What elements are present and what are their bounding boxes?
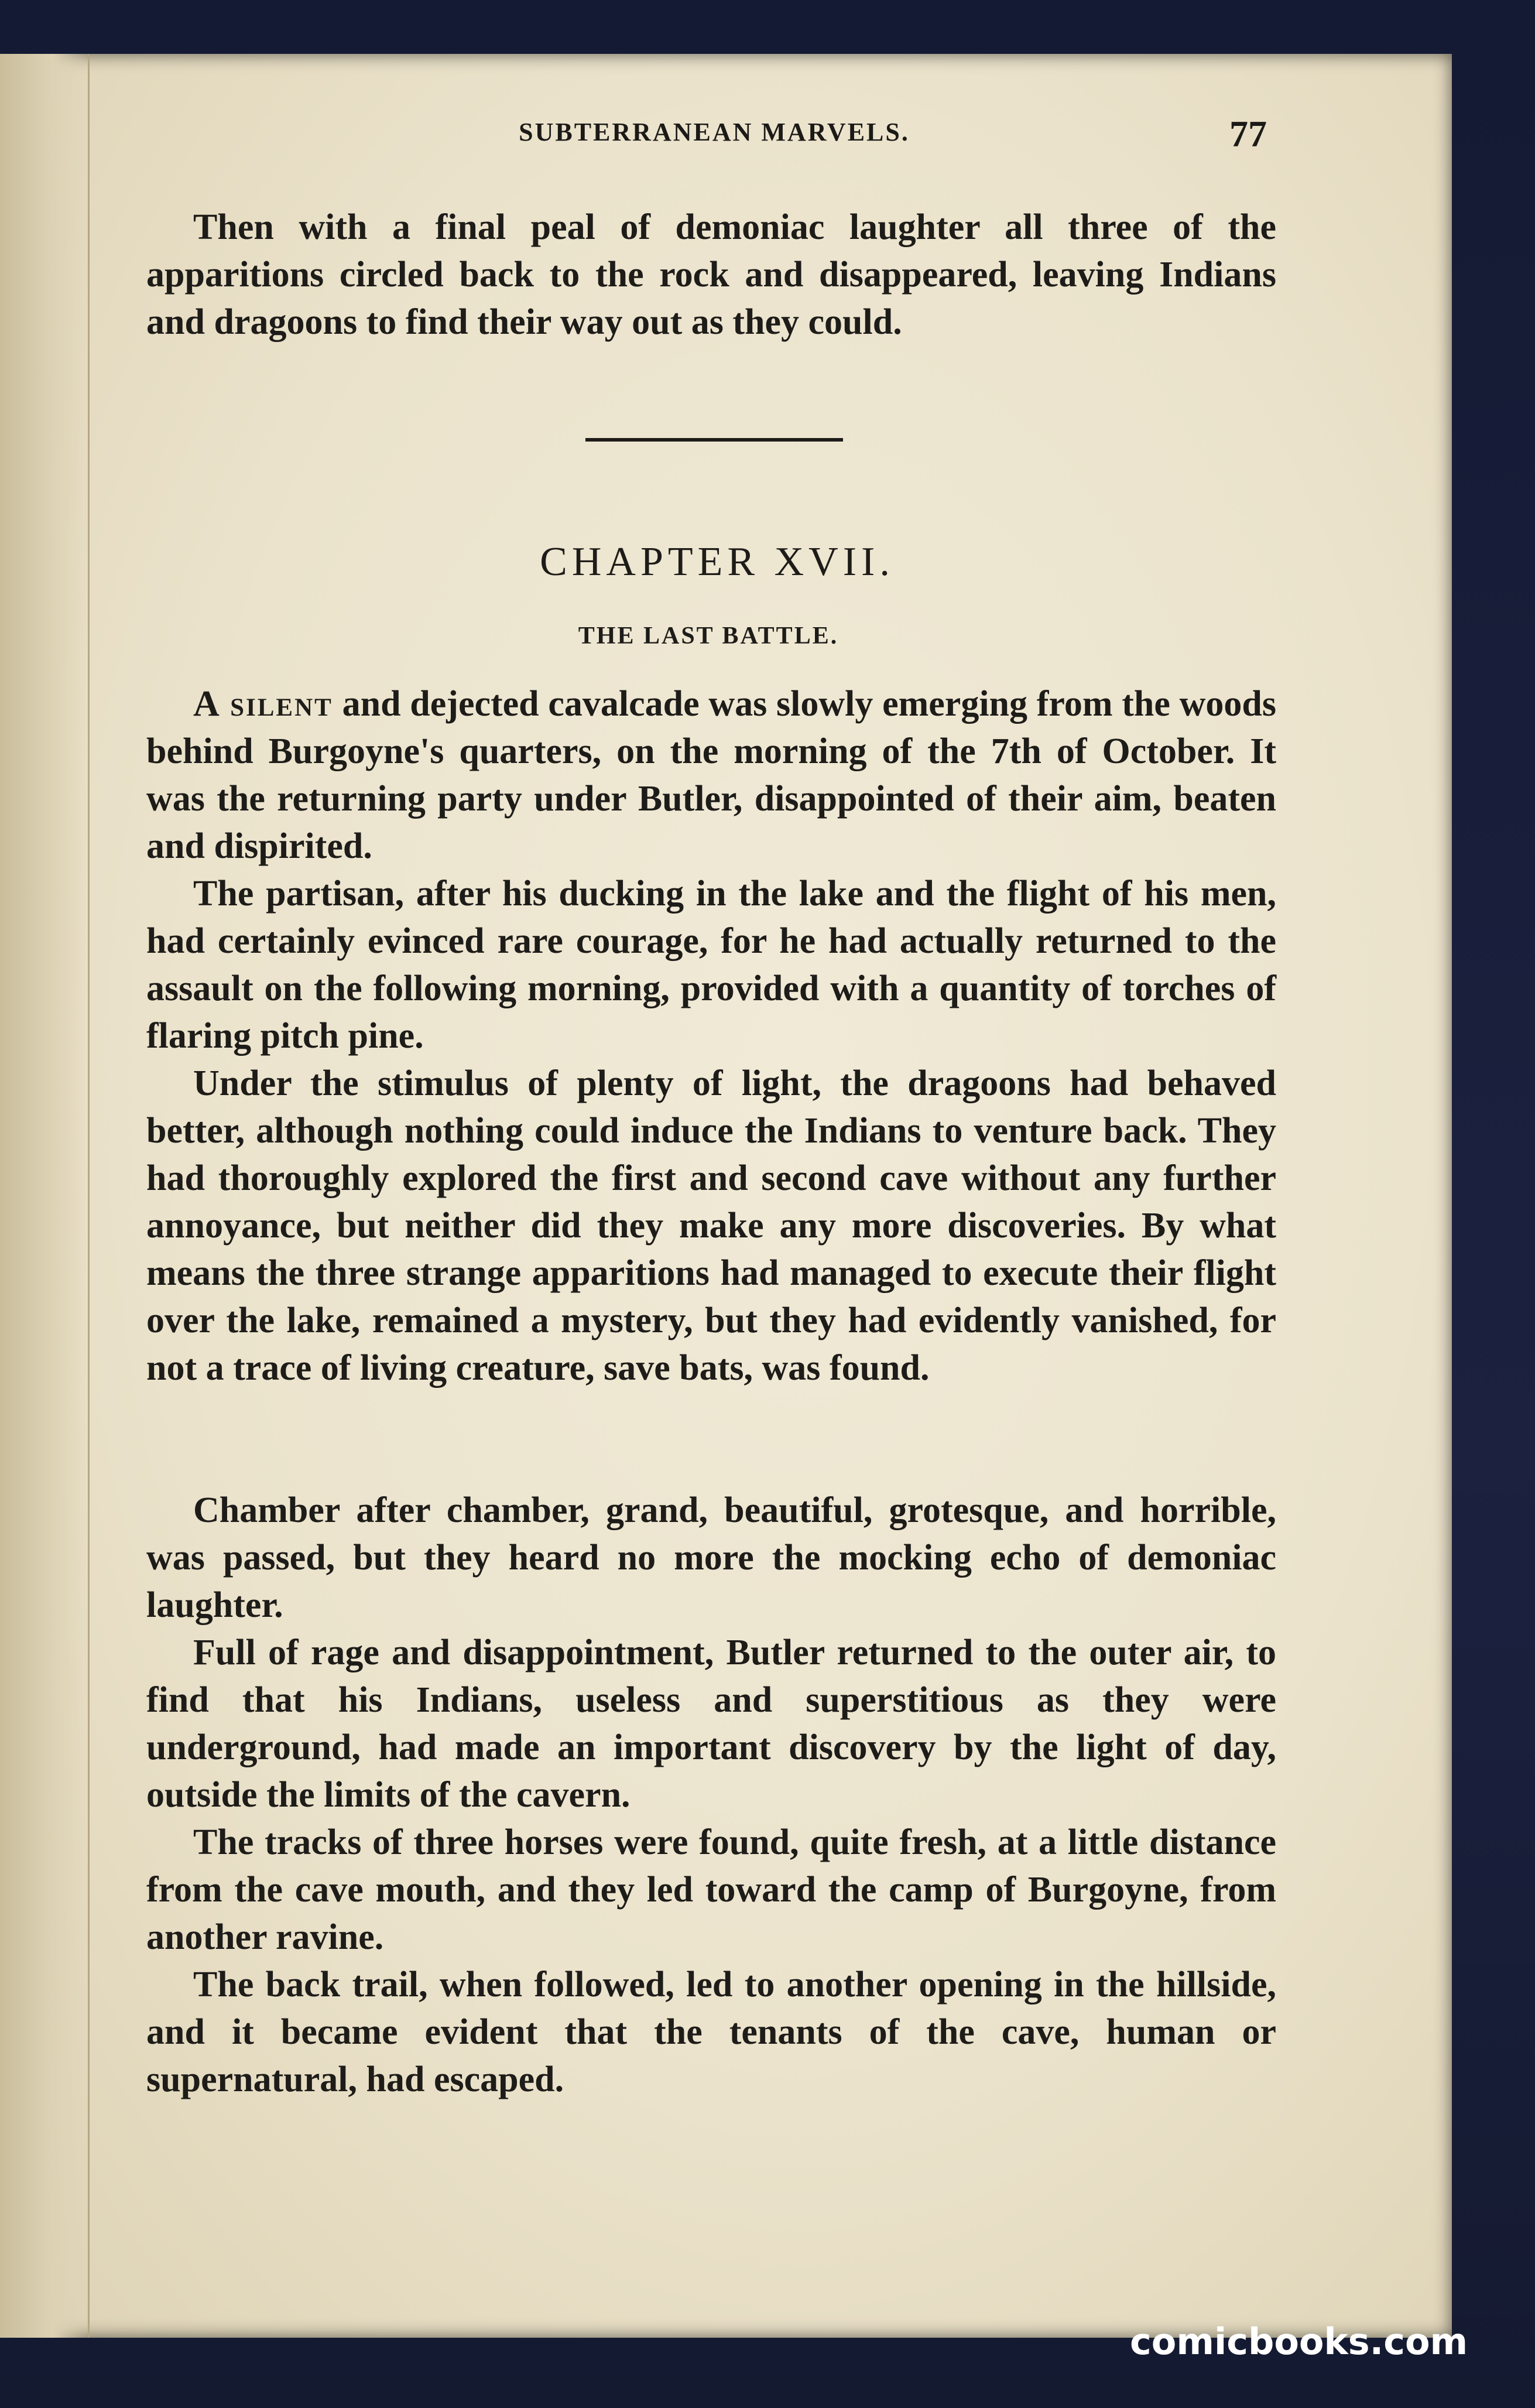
drop-opening-words: A silent — [193, 684, 333, 724]
chapter-paragraph-6: The tracks of three horses were found, quite fresh, at a little distance from the cave mouth, and they led toward the camp of Burgoyne, from another ravine. — [146, 1822, 1276, 1957]
chapter-paragraph-5: Full of rage and disappointment, Butler returned to the outer air, to find that his Indians, useless and superstitious as they were underground, had made an important discovery by the light of day, outside the limits of the cavern. — [146, 1633, 1276, 1815]
chapter-paragraph-1-text: and dejected cavalcade was slowly emerging from the woods behind Burgoyne's quarters, on the morning of the 7th of October. It was the returning party under Butler, disappointed of their aim, beaten and dispirited. — [146, 684, 1276, 866]
page-gutter — [0, 54, 90, 2338]
chapter-subtitle: THE LAST BATTLE. — [578, 622, 839, 649]
paragraph-closing: Then with a final peal of demoniac laughter all three of the apparitions circled back to the rock and disappeared, leaving Indians and dragoons to find their way out as they could. — [146, 207, 1276, 342]
chapter-paragraph-3: Under the stimulus of plenty of light, the dragoons had behaved better, although nothing could induce the Indians to venture back. They had thoroughly explored the first and second cave without any further annoyance, but neither did they make any more discoveries. By what means the three strange apparitions had managed to execute their flight over the lake, remained a mystery, but they had evidently vanished, for not a trace of living creature, save bats, was found. — [146, 1063, 1276, 1388]
watermark: comicbooks.com — [1130, 2320, 1468, 2363]
page-number: 77 — [1229, 113, 1267, 155]
section-divider — [585, 438, 843, 442]
chapter-title: CHAPTER XVII. — [540, 539, 895, 584]
chapter-paragraph-2: The partisan, after his ducking in the lake and the flight of his men, had certainly evinced rare courage, for he had actually returned to the assault on the following morning, provided with a quantity of torches of flaring pitch pine. — [146, 874, 1276, 1056]
chapter-paragraph-4: Chamber after chamber, grand, beautiful, grotesque, and horrible, was passed, but they heard no more the mocking echo of demoniac laughter. — [146, 1490, 1276, 1625]
chapter-paragraph-7: The back trail, when followed, led to another opening in the hillside, and it became evident that the tenants of the cave, human or supernatural, had escaped. — [146, 1965, 1276, 2099]
chapter-paragraph-1 — [146, 680, 1276, 870]
running-head: SUBTERRANEAN MARVELS. — [519, 118, 910, 146]
